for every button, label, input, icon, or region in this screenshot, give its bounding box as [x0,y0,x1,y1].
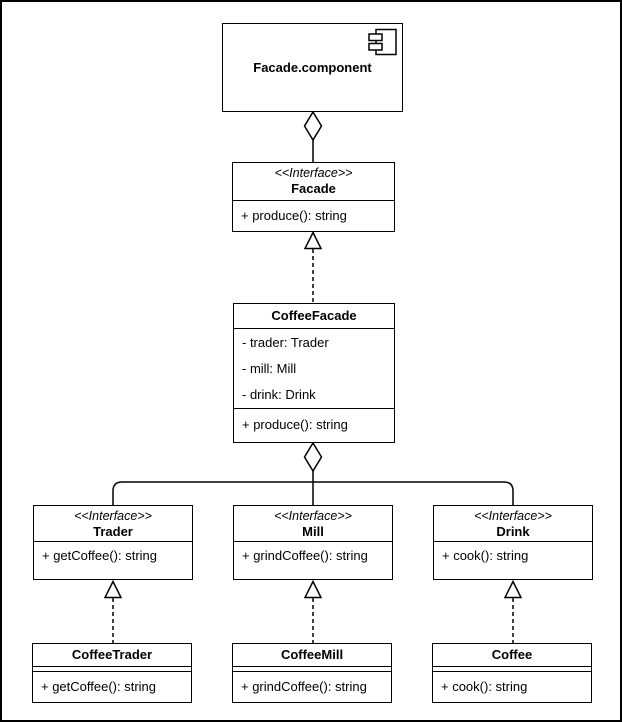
mill-interface-stereotype: <<Interface>> [274,509,352,523]
realization-arrow-facade [305,233,321,249]
realization-arrow-drink [505,582,521,598]
node-class-coffeetrader [32,643,192,703]
coffeetrader-method: + getCoffee(): string [41,678,157,694]
aggregation-diamond-coffeefacade [305,443,322,471]
node-interface-trader [33,505,193,580]
node-facade-component [222,23,403,112]
drink-interface-stereotype: <<Interface>> [474,509,552,523]
facade-interface-method: + produce(): string [241,207,347,223]
trader-interface-method: + getCoffee(): string [42,548,158,563]
coffee-name: Coffee [491,647,533,662]
mill-interface-method: + grindCoffee(): string [242,548,368,563]
drink-interface-method: + cook(): string [442,548,529,563]
realization-arrow-mill [305,582,321,598]
node-class-coffeemill [232,643,392,703]
trader-interface-name: Trader [93,524,133,539]
node-interface-drink [433,505,593,580]
trader-interface-stereotype: <<Interface>> [74,509,152,523]
facade-interface-stereotype: <<Interface>> [274,166,353,180]
coffee-method: + cook(): string [441,678,528,694]
realization-arrow-trader [105,582,121,598]
edge-coffeefacade-branch [113,482,513,505]
node-interface-mill [233,505,393,580]
facade-component-title: Facade.component [253,59,372,75]
mill-interface-name: Mill [302,524,324,539]
coffeefacade-name: CoffeeFacade [271,308,357,323]
node-interface-facade [232,162,395,232]
aggregation-diamond-component [305,112,322,140]
facade-interface-name: Facade [291,181,336,196]
coffeemill-method: + grindCoffee(): string [241,678,367,694]
drink-interface-name: Drink [496,524,530,539]
component-icon [368,28,398,56]
coffeefacade-attr-drink: - drink: Drink [242,387,316,402]
node-class-coffeefacade [233,303,395,443]
coffeetrader-name: CoffeeTrader [71,647,153,662]
node-class-coffee [432,643,592,703]
coffeefacade-attr-trader: - trader: Trader [242,335,329,350]
coffeefacade-method: + produce(): string [242,417,348,433]
coffeefacade-attr-mill: - mill: Mill [242,361,297,376]
coffeemill-name: CoffeeMill [280,647,344,662]
